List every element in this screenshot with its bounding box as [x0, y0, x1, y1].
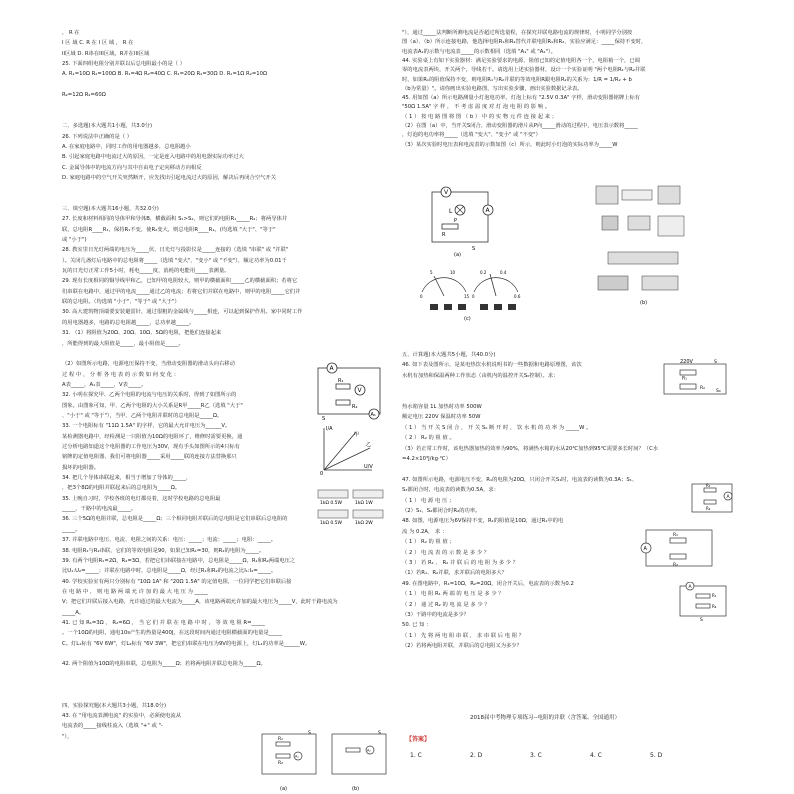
ammeter-A1-label: A₁ [370, 412, 376, 418]
text-line: 38. 电阻R₁与R₂串联，它们的等效电阻是90，如果已知R₁=30，则R₂的电阻为_____。 [62, 547, 265, 554]
fig43a-R2: R₂ [278, 761, 283, 766]
voltmeter-tick-15: 15 [464, 294, 470, 299]
text-line: 29. 现有长度相同的铜导线甲和乙，已知甲的电阻较大，则甲的横截面积_____乙的横截面积；若将它 [62, 278, 298, 285]
text-line: 水机有加热和保温两种工作状态（由机内的温控开关S₀控制）。求： [402, 372, 559, 379]
text-line: 47. 如图所示电路，电源电压不变，R₁的电阻为20Ω，只闭合开关S₁时，电流表的读数为0.3A；S₁、 [402, 476, 638, 483]
text-line: 零的电流表两块，开关两个，导线若干。请选用上述实验器材，设计一个实验证明 "两个电阻R₁与R₂并联 [402, 67, 646, 74]
text-line: （ 2 ） R₂ 的 阻 值 。 [402, 435, 455, 442]
circuit-figure-47 [688, 480, 736, 516]
fig48-A: A [643, 546, 647, 552]
fig45c-caption: (c) [464, 316, 471, 322]
text-line: 的用电器越多，电路的总电阻越_____，总功率越_____。 [62, 319, 195, 326]
resistor-label-3: 1kΩ 0.5W [320, 521, 342, 526]
text-line: 41. 已 知 R₁=3Ω ， R₂=6Ω ， 当 它 们 并 联 在 电 路 中 时 ， 等 效 电 阻 R=_____ [62, 619, 265, 626]
circuit-figure-45a [424, 180, 502, 258]
resistor-R2-label: R₂ [352, 404, 358, 410]
fig49-A: A [688, 585, 692, 590]
fig46-R2: R₂ [700, 386, 705, 391]
text-line: 33. 一个电阻标有 "11Ω 1.5A" 的字样，它的最大允许电压为______V。 [62, 423, 231, 430]
fig43a-S: S [308, 731, 311, 736]
text-line: ）。关闭几盏灯后电路中的总电阻将_____（选填 "变大"、"变小" 或 "不变"），额定功率为0.01千 [62, 257, 287, 264]
ammeter-A-label: A [329, 365, 334, 372]
text-line: （b为常量）"。请你画出实验电路图，写出实验步骤，画出实验数据记录表。 [402, 85, 583, 92]
text-line: 44. 实验桌上有如下实验器材：满足实验要求的电源、阻值已知的定值电阻各一个，电阻箱一个，已调 [402, 57, 640, 64]
text-line: 46. 如下表及图所示，是某电热饮水机说明书的一些数据和电路原理图，该饮 [402, 362, 582, 369]
fig46-S0: S₀ [716, 389, 721, 394]
text-line: A. R₁=10Ω R₂=100Ω B. R₁=4Ω R₂=40Ω C. R₁=20Ω R₂=30Ω D. R₁=1Ω R₂=10Ω [62, 71, 268, 78]
text-line: ，所能得到的最大阻值是_____，最小阻值是_____。 [62, 340, 184, 347]
fig48-R2: R₂ [673, 563, 678, 568]
text-line: （ 1 ） 电 阻 R₁ 两 端 的 电 压 是 多 少 ？ [402, 591, 504, 598]
text-line: 。一个10Ω的电阻，通电10s产生的热量是400J，在这段时间内通过电阻横截面的电量是_____ [62, 630, 283, 637]
text-line: 在 电 路 中 ， 则 电 路 两 端 允 许 加 的 最 大 电 压 为 _____ [62, 588, 208, 595]
switch-S-label: S [472, 246, 476, 252]
fig43b-resistor [346, 748, 360, 752]
switch-S-label: S [322, 416, 326, 422]
text-line: _____。 [62, 526, 81, 533]
text-line: （ 1 ） 按 电 路 图 将 图 （ b ） 中 的 实 物 元 件 连 接 起 来 ； [402, 113, 558, 120]
text-line: 二、多选题(本大题共1小题，共3.0分) [62, 123, 153, 130]
text-line: I 区 域 C. R 在 I 区 域 ， R 在 [62, 40, 134, 47]
text-line: 铭牌的定值电阻器，我们可将电阻器_____采用_____联的连接方法替换那只 [62, 454, 237, 461]
text-line: 三、填空题(本大题共16小题，共32.0分) [62, 205, 159, 212]
text-line: （2）若将两电阻并联，并联后的总电阻又为多少？ [402, 643, 522, 650]
fig47-R1: R₁ [706, 483, 711, 488]
fig43b-S: S [378, 731, 381, 736]
text-line: "），通过_____法判断所测电流是否超过所选量程，在探究并联电路电流的规律时，小明同学分别按 [402, 30, 633, 36]
text-line: 额定电压 220V 保温时功率 50W [402, 414, 481, 421]
text-line: （2）在图（a）中，当开关S闭合，滑动变阻器的滑片从P向_____滑动的过程中，电压表示数将_____ [402, 123, 638, 129]
text-line: 36. 三个5Ω的电阻并联，总电阻是_____Ω；三个相同电阻并联后的总电阻是它们串联后总电阻的 [62, 516, 288, 523]
resistor-R1-label: R₁ [338, 378, 344, 384]
graph-y-label: I/A [326, 426, 333, 432]
resistor-label-1: 1kΩ 0.5W [320, 501, 342, 506]
answer-label: 【答案】 [406, 736, 431, 743]
graph-yi-label: 乙 [366, 442, 372, 448]
answer-5: 5. D [650, 752, 663, 759]
fig43a-caption: (a) [280, 786, 287, 792]
text-line: C。灯L₁标有 "6V 6W"，灯L₂标有 "6V 3W"，把它们串联在电压为9V的电源上，灯L₁的功率是______W。 [62, 640, 311, 647]
fig43a-resistor-R2 [276, 754, 290, 758]
fig45a-caption: (a) [454, 252, 461, 258]
voltmeter-tick-5: 5 [430, 270, 433, 275]
fig47-R2: R₂ [706, 506, 711, 511]
text-line: （ 1 ） 电 源 电 压 ； [402, 497, 455, 504]
ammeter-tick-0.2: 0.2 [480, 270, 487, 275]
fig43b-A2: A₂ [367, 748, 371, 753]
text-line: _____A。 [62, 609, 85, 616]
text-line: B. 引起家庭电路中电流过大的原因，一定是连入电路中的用电器实际功率过大 [62, 154, 244, 161]
fig45b-caption: (b) [640, 300, 648, 306]
text-line: 31. （1）将阻值为20Ω、20Ω、10Ω、5Ω的电阻，把他们连接起来 [62, 330, 222, 337]
text-line: V；把它们并联后接入电路，允许通过的最大电流为_____A，该电路两端允许加的最大电压为_____V，此时干路电流为 [62, 599, 338, 606]
text-line: 25. 下面四组电阻分别并联以后总电阻最小的是（ ） [62, 61, 186, 68]
text-line: C. 金属导体中的电流方向与其中自由电子定向移动方向相反 [62, 164, 202, 171]
text-line: （1）若R₁、R₂并联，求并联后的电阻多大？ [402, 570, 508, 577]
rheostat-R-label: R [442, 232, 446, 238]
text-line: 37. 并联电路中电压、电流、电阻之间的关系：电压：_____；电流：_____；电阻：_____。 [62, 537, 277, 544]
ammeter-A-label: A [485, 207, 490, 214]
text-line: ，把3个8Ω的电阻并联起来后的总电阻为_____Ω。 [62, 485, 181, 492]
text-line: 联，总电阻R____R₁，保持R₁不变，使R₂变大，则总电阻R____R₁。(均选填 "大于"、"等于" [62, 226, 276, 233]
text-line: A. 在家庭电路中，同时工作的用电器越多，总电阻越小 [62, 143, 191, 150]
answer-3: 3. C [530, 752, 542, 759]
fig49-R1: R₁ [712, 593, 717, 598]
text-line: ， R 在 [62, 30, 80, 36]
text-line: 某检测器电路中，经检测是一只阻值为10Ω的电阻坏了，维修时需要更换，通 [62, 433, 243, 440]
circuit-figure-48 [636, 524, 722, 572]
text-line: 35. 上晚自习时，学校各班的电灯都亮着，这时学校电路的总电阻最 [62, 495, 221, 502]
text-line: （ 3 ） 若 R₁ 、 R₂ 并 联 后 的 电 阻 为 多 少 ？ [402, 560, 519, 566]
lamp-L-label: L [449, 208, 453, 215]
circuit-figure-49 [676, 582, 732, 622]
ammeter-tick-0.4: 0.4 [500, 270, 507, 275]
text-line: 四、实验探究题(本大题共3小题，共18.0分) [62, 702, 167, 709]
text-line: （ 2 ） 电 流 表 的 示 数 是 多 少 ？ [402, 549, 490, 556]
text-line: （3）若正常工作时，该电热器加热的效率为90%，将满热水箱的水从20℃加热到95℃需要多长时间？（C水 [402, 445, 659, 452]
text-line: II区域 D. R串在III区域，R并在III区域 [62, 50, 150, 57]
circuit-figure-31 [312, 360, 390, 422]
text-line: 43. 在 "用电流表测电流" 的实验中，必须使电流从 [62, 713, 181, 720]
text-line: 、"小于" 或 "等于"），当甲、乙两个电阻并联时的总电阻是_____Ω。 [62, 412, 223, 419]
answer-4: 4. C [590, 752, 602, 759]
meters-figure-45c [416, 262, 526, 322]
fig46-voltage: 220V [680, 359, 693, 365]
fig49-R2: R₂ [712, 604, 717, 609]
footer-title: 2018届中考物理专项练习--电阻的并联（含答案、全国通用） [470, 715, 620, 721]
text-line: "50Ω 1.5A" 字 样 ， 不 考 虑 温 度 对 灯 泡 电 阻 的 影 响 。 [402, 104, 551, 111]
text-line: 五、计算题(本大题共5小题，共40.0分) [402, 352, 496, 358]
text-line: 26. 下列说法中正确的是（ ） [62, 133, 133, 140]
text-line: （2）如图所示电路，电源电压保持不变，当滑动变阻器的滑动头向右移动 [62, 361, 235, 368]
text-line: 49. 在图电路中，R₁=10Ω，R₂=20Ω，闭合开关后，电流表的示数为0.2 [402, 580, 574, 587]
text-line: （ 1 ） 先 将 两 电 阻 串 联 ， 求 串 联 后 电 阻 ？ [402, 632, 525, 639]
text-line: 或 "小于") [62, 237, 87, 243]
text-line: （3）干路中的电流是多少？ [402, 612, 469, 618]
text-line: _____，干路中的电流最_____。 [62, 506, 137, 513]
fig49-S: S [700, 618, 703, 622]
text-line: 45. 用如图（a）所示电路测量小灯泡电功率，灯泡上标有 "2.5V 0.3A" 字样，滑动变阻器铭牌上标有 [402, 95, 641, 102]
text-line: （ 2 ） 通 过 R₂ 的 电 流 是 多 少 ？ [402, 601, 490, 608]
fig43a-resistor-R1 [276, 742, 290, 746]
answer-1: 1. C [410, 752, 422, 759]
text-line: 32. 小明在探究甲、乙两个电阻的电流与电压的关系时，得到了如图所示的 [62, 392, 237, 399]
voltmeter-tick-10: 10 [450, 270, 456, 275]
voltmeter-V-label: V [357, 387, 362, 394]
text-line: 损坏的电阻器。 [62, 464, 100, 471]
text-line: 们串联在电路中，通过甲的电流_____通过乙的电流；若将它们并联在电路中，则甲的电阻_____它们并 [62, 288, 301, 295]
fig43b-caption: (b) [352, 786, 360, 792]
text-line: 联的总电阻。（均选填 "小于"、"等于" 或 "大于"） [62, 299, 180, 306]
text-line: （ 1 ） 当 开 关 S 闭 合 ， 开 关 S₀ 断 开 时 ， 饮 水 机 的 功 率 为 _____W 。 [402, 424, 592, 431]
text-line: 时，如果R₁的阻值保持不变，则电阻R₁与R₂并联的等效电阻R跟电阻R₂的关系为：1/R = 1/R₂ + b [402, 76, 632, 83]
resistor-R1 [336, 384, 350, 389]
fig46-R1: R₁ [682, 376, 687, 382]
graph-x-label: U/V [364, 464, 373, 470]
text-line: =4.2×10³J/kg·℃） [402, 456, 451, 462]
text-line: （3）某次实验时电压表和电流表的示数如图（c）所示，则此时小灯泡的实际功率为_____W [402, 141, 618, 148]
text-line: （2）S₁、S₂都闭合时R₂的功率。 [402, 508, 481, 514]
apparatus-figure-45b [588, 180, 698, 308]
circuit-figure-43 [258, 728, 392, 794]
text-line: 50. 已 知 ： [402, 622, 432, 629]
fig46-S: S [714, 360, 717, 365]
text-line: 过 程 中 ， 分 析 各 电 表 的 示 数 如 何 变 化 ： [62, 371, 179, 378]
text-line: S₂都闭合时，电流表的读数为0.5A，求： [402, 487, 499, 494]
text-line: 30. 高大建筑物顶端要安装避雷针，通过很粗的金属线与_____相连，可以起到保护作用。家中同时工作 [62, 309, 303, 316]
text-line: 热水箱容量 1L 加热时功率 500W [402, 404, 482, 410]
resistor-set-figure-33 [316, 486, 386, 528]
graph-jia-label: 甲 [354, 432, 360, 438]
fig43a-A1: A₁ [295, 754, 299, 759]
text-line: 28. 教室里日光灯两端的电压为_____伏，日光灯与投影仪是_____连接的（选填 "串联" 或 "并联" [62, 247, 289, 254]
text-line: 电流表A₁的示数与电流表_____的示数相同（选填 "A₁" 或 "A₂"）。 [402, 48, 556, 55]
text-line: 34. 把几个导体串联起来，相当于增加了导体的_____， [62, 475, 192, 482]
ammeter-tick-0.6: 0.6 [514, 294, 521, 299]
text-line: 瓦的日光灯正常工作5小时，耗电_____度，消耗的电能用_____表测量。 [62, 268, 230, 275]
voltmeter-tick-0: 0 [420, 294, 423, 299]
text-line: 48. 如图，电源电压为6V保持不变，R₁的阻值是10Ω，通过R₁中的电 [402, 518, 564, 525]
circuit-figure-46 [660, 358, 732, 398]
text-line: （ 1 ） R₂ 的 阻 值 ； [402, 539, 455, 546]
text-line: R₂=12Ω R₂=60Ω [62, 92, 106, 99]
text-line: 流 为 0.2A， 求 ： [402, 528, 448, 535]
text-line: A表_____，A₁表_____，V表_____。 [62, 381, 147, 388]
answer-2: 2. D [470, 752, 483, 759]
text-line: 42. 两个阻值为10Ω的电阻串联，总电阻为_____Ω；若将两电阻并联总电阻为_____Ω。 [62, 661, 266, 668]
rheostat-R [442, 224, 458, 229]
fig48-R1: R₁ [673, 533, 678, 538]
fig47-A: A [726, 495, 730, 500]
text-line: "）， [62, 733, 73, 740]
text-line: 图象。由图象可知，甲、乙两个电阻的大小关系是R甲_____R乙（选填 "大于" [62, 402, 243, 409]
text-line: 图（a）、（b）所示连接电路，他选择电阻R₁和R₂替代并联电阻R₁和R₂，实验应满足：_____保持不变时， [402, 39, 647, 46]
text-line: ，灯泡的电功率将_____（选填 "变大"、"变小" 或 "不变"） [402, 132, 541, 139]
text-line: 电流表的_____接线柱流入（选填 "+" 或 "- [62, 723, 163, 730]
ammeter-tick-0: 0 [472, 294, 475, 299]
text-line: 39. 有两个电阻R₁=2Ω，R₂=3Ω，若把它们串联接在电路中，总电阻是_____Ω，R₁和R₂两端电压之 [62, 557, 296, 564]
text-line: 40. 学校实验室有两只分别标有 "10Ω 1A" 和 "20Ω 1.5A" 的定值电阻，一位同学把它们串联后接 [62, 578, 292, 585]
text-line: D. 家庭电路中的空气开关突然断开，应先找出引起电流过大的原因，解决后再闭合空气开关 [62, 174, 277, 181]
graph-origin: 0 [320, 471, 324, 476]
text-line: 27. 长度和材料相同的导体甲和导体B，横截面积 S₁>S₂，则它们的电阻R₁_____R₂；将两导体并 [62, 216, 288, 223]
slider-P-label: P [454, 218, 458, 224]
voltmeter-V-label: V [444, 189, 449, 196]
resistor-label-4: 1kΩ 2W [355, 521, 373, 526]
fig43a-R1: R₁ [278, 737, 283, 742]
text-line: 比U₁:U₂=_____；并联在电路中时，总电阻是_____Ω，经过R₁和R₂的电流之比I₁:I₂=_____。 [62, 568, 277, 575]
graph-figure-32 [318, 424, 376, 476]
text-line: 过分析电路知道这个电阻器的工作电压为30V，现有手头如图所示的4只标有 [62, 444, 240, 450]
resistor-R2 [336, 400, 350, 405]
resistor-label-2: 1kΩ 1W [355, 501, 373, 506]
